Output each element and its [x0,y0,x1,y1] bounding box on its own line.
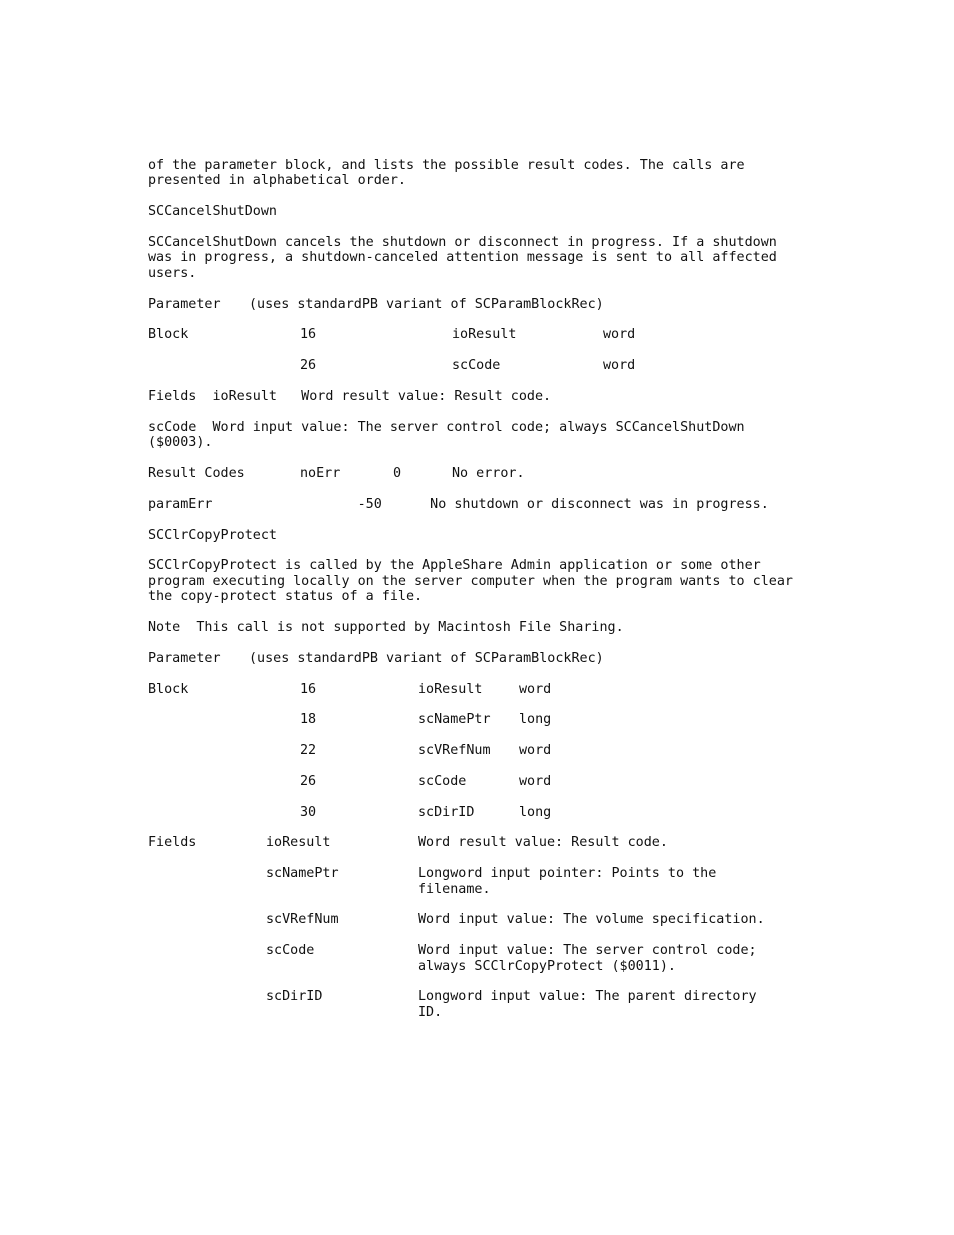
field-name: scNamePtr [266,866,339,882]
field-description: Longword input pointer: Points to the filename. [418,866,717,897]
block-offset: 16 [300,681,317,697]
block-field-name: scDirID [418,804,475,820]
fields-label: Fields [148,835,197,851]
field-description: Longword input value: The parent directory ID. [418,989,757,1020]
block-offset: 26 [300,773,317,789]
section-description-sccancelshutdown: SCCancelShutDown cancels the shutdown or disconnect in progress. If a shutdown was in progress, a shutdown-canceled attention message is sent to all affected users. [148,235,785,281]
field-name: scDirID [266,989,323,1005]
block-field-name: ioResult [452,327,517,343]
block-field-type: word [519,773,552,789]
block-offset: 18 [300,712,317,728]
result-codes-label: Result Codes [148,465,245,481]
note-line: Note This call is not supported by Macintosh File Sharing. [148,619,624,635]
fields-row [148,912,808,927]
parameter-label: Parameter [148,650,221,666]
sccode-line: scCode Word input value: The server control code; always SCCancelShutDown ($0003). [148,419,753,451]
block-field-type: word [603,358,636,374]
block-row [148,712,808,727]
field-description: Word result value: Result code. [418,835,668,851]
block-row [148,327,808,342]
parameter-label: Parameter [148,296,221,312]
fields-row [148,943,808,974]
block-row [148,805,808,820]
field-description: Word input value: The server control code; always SCClrCopyProtect ($0011). [418,943,757,974]
block-offset: 26 [300,358,317,374]
block-row [148,774,808,789]
block-offset: 22 [300,743,317,759]
block-field-name: scCode [418,773,467,789]
fields-row [148,835,808,850]
block-row [148,682,808,697]
block-field-type: word [519,743,552,759]
result-code-value: 0 [393,465,402,481]
result-codes-row [148,466,808,481]
block-field-name: scCode [452,358,501,374]
block-field-name: scNamePtr [418,712,491,728]
section-description-scclrcopyprotect: SCClrCopyProtect is called by the AppleShare Admin application or some other program executing locally on the server computer when the program wants to clear the copy-protect status of a file. [148,558,802,605]
block-field-type: long [519,804,552,820]
block-offset: 30 [300,804,317,820]
fields-line: Fields ioResult Word result value: Result code. [148,388,552,404]
fields-row [148,989,808,1020]
block-field-type: long [519,712,552,728]
field-name: ioResult [266,835,331,851]
result-code-name: noErr [300,465,341,481]
parameter-variant: (uses standardPB variant of SCParamBlockRec) [249,296,604,312]
parameter-variant: (uses standardPB variant of SCParamBlockRec) [249,650,604,666]
block-label: Block [148,681,189,697]
fields-row [148,866,808,897]
section-title-scclrcopyprotect: SCClrCopyProtect [148,527,277,543]
block-label: Block [148,327,189,343]
block-field-name: ioResult [418,681,483,697]
field-description: Word input value: The volume specification. [418,912,765,928]
block-offset: 16 [300,327,317,343]
section-title-sccancelshutdown: SCCancelShutDown [148,204,277,220]
document-page [148,158,808,1036]
block-field-name: scVRefNum [418,743,491,759]
block-field-type: word [519,681,552,697]
parameter-row [148,651,808,666]
field-name: scVRefNum [266,912,339,928]
param-err-line: paramErr -50 No shutdown or disconnect was in progress. [148,496,769,512]
parameter-row [148,297,808,312]
block-row [148,358,808,373]
block-row [148,743,808,758]
result-code-description: No error. [452,465,525,481]
intro-paragraph: of the parameter block, and lists the possible result codes. The calls are presented in alphabetical order. [148,158,753,189]
field-name: scCode [266,943,315,959]
block-field-type: word [603,327,636,343]
